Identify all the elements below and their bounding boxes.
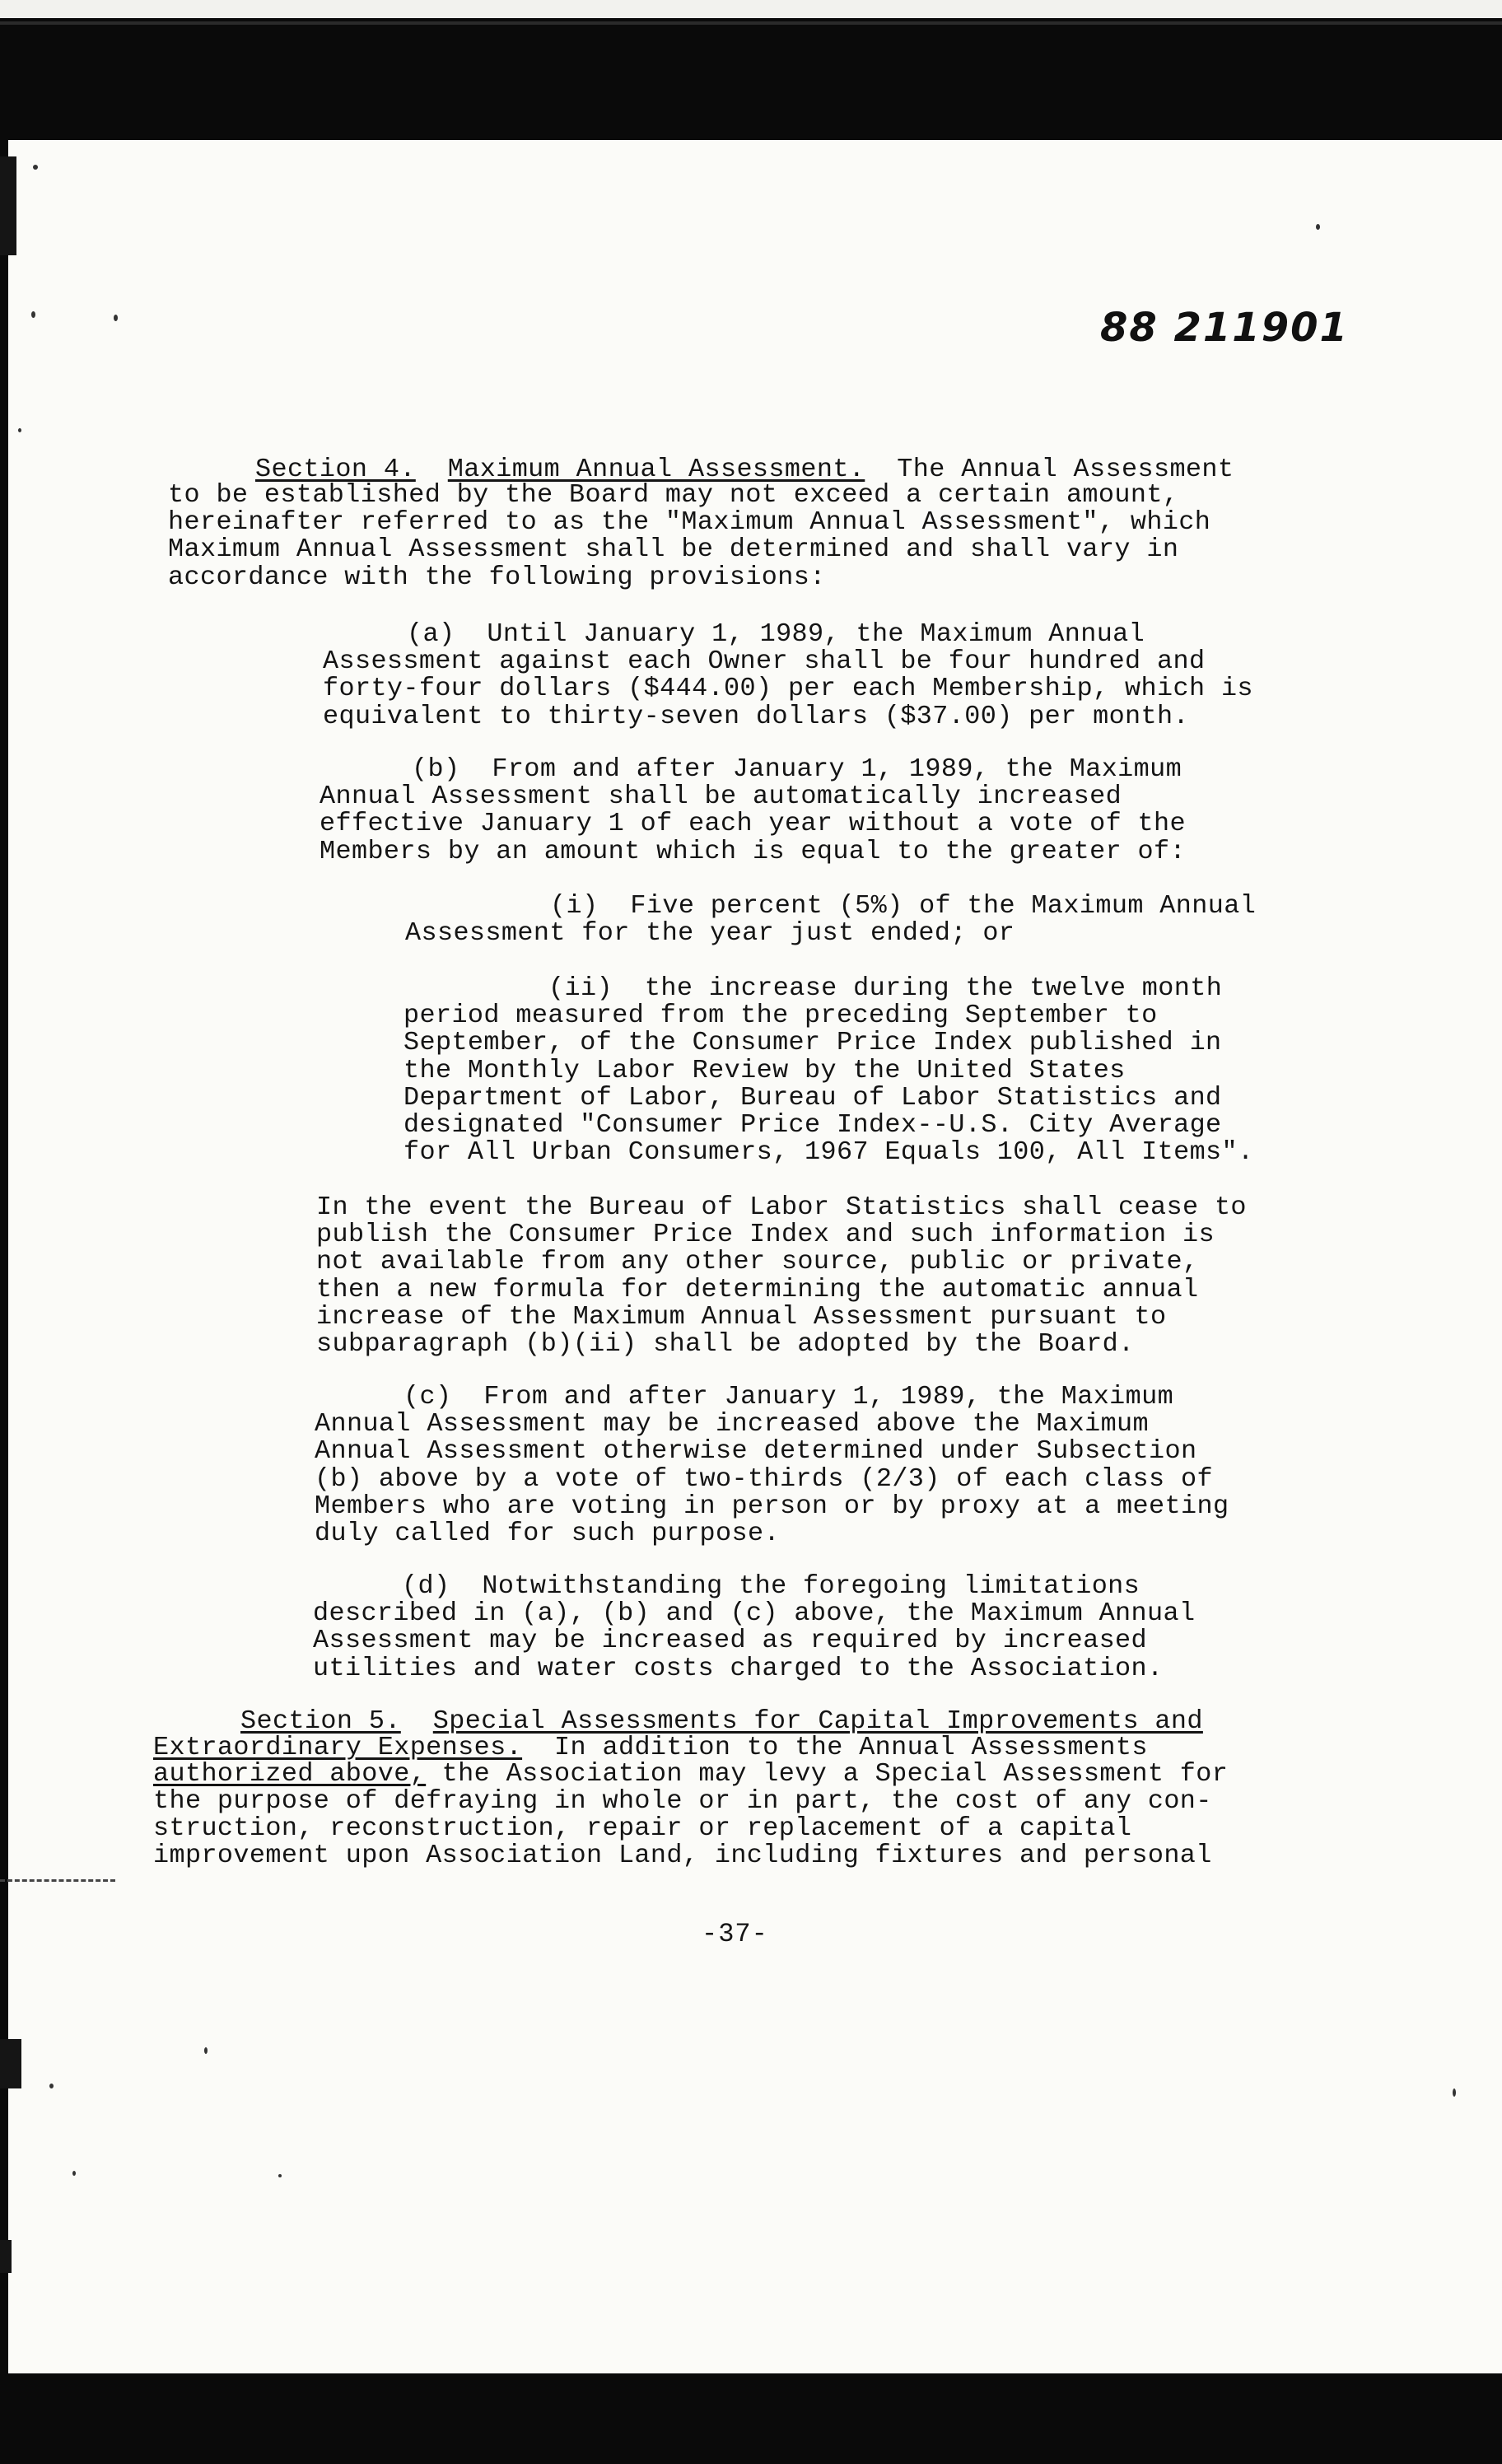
scan-speck	[278, 2174, 282, 2177]
document-number: 88 211901	[1100, 305, 1349, 351]
page-number: -37-	[702, 1919, 768, 1949]
text-line: hereinafter referred to as the "Maximum Annual Assessment", which	[168, 507, 1211, 538]
scan-left-mark	[0, 2240, 12, 2273]
text-line: Assessment against each Owner shall be four hundred and	[323, 646, 1206, 677]
text-line: equivalent to thirty-seven dollars ($37.00) per month.	[323, 701, 1189, 731]
section-5-heading	[240, 1708, 1203, 1735]
text-line: designated "Consumer Price Index--U.S. City Average	[403, 1110, 1222, 1141]
scan-speck	[1316, 224, 1320, 230]
section-5-line-3-rest: the Association may levy a Special Assessment for	[441, 1759, 1229, 1789]
text-line: the purpose of defraying in whole or in part, the cost of any con-	[153, 1786, 1212, 1816]
section-5-line-3	[153, 1761, 1228, 1788]
paragraph-event	[316, 1194, 1247, 1358]
text-line: utilities and water costs charged to the Association.	[313, 1653, 1164, 1683]
section-4-intro	[168, 482, 1210, 591]
section-4-title: Maximum Annual Assessment.	[447, 455, 865, 484]
section-5-title: Special Assessments for Capital Improvements and	[432, 1706, 1203, 1736]
text-line: not available from any other source, public or private,	[316, 1247, 1199, 1277]
text-line: (ii) the increase during the twelve month	[548, 973, 1223, 1003]
scan-speck	[31, 311, 35, 318]
text-line: duly called for such purpose.	[315, 1519, 780, 1549]
paragraph-b	[320, 756, 1186, 866]
text-line: increase of the Maximum Annual Assessment pursuant to	[316, 1301, 1167, 1332]
text-line: the Monthly Labor Review by the United States	[403, 1055, 1126, 1085]
text-line: Annual Assessment may be increased above the Maximum	[315, 1409, 1150, 1440]
paragraph-d	[313, 1573, 1195, 1682]
scan-dashes	[0, 1879, 115, 1882]
text-line: described in (a), (b) and (c) above, the Maximum Annual	[313, 1598, 1196, 1629]
scan-left-mark	[0, 2039, 21, 2088]
text-line: Annual Assessment shall be automatically increased	[320, 782, 1122, 812]
text-line: September, of the Consumer Price Index published in	[403, 1028, 1222, 1058]
text-line: Assessment for the year just ended; or	[405, 918, 1015, 949]
paragraph-b-ii	[403, 975, 1254, 1166]
section-4-number: Section 4.	[255, 455, 416, 484]
paragraph-b-i	[405, 893, 1256, 947]
text-line: (a) Until January 1, 1989, the Maximum Annual	[407, 619, 1145, 649]
section-5-body	[153, 1788, 1212, 1870]
text-line: (i) Five percent (5%) of the Maximum Annual	[550, 891, 1257, 921]
scan-speck	[204, 2047, 208, 2054]
section-5-line-2-rest: In addition to the Annual Assessments	[554, 1733, 1148, 1762]
scan-speck	[18, 428, 21, 432]
section-5-authorized-above: authorized above,	[153, 1759, 427, 1789]
text-line: Members who are voting in person or by proxy at a meeting	[315, 1491, 1229, 1521]
scan-top-edge	[0, 0, 1502, 18]
text-line: publish the Consumer Price Index and such information is	[316, 1220, 1215, 1250]
section-5-title-continued: Extraordinary Expenses.	[153, 1733, 523, 1762]
text-line: Department of Labor, Bureau of Labor Statistics and	[403, 1082, 1222, 1113]
scan-bottom-edge	[0, 2373, 1502, 2464]
text-line: (b) above by a vote of two-thirds (2/3) of each class of	[315, 1463, 1213, 1494]
paragraph-c	[315, 1384, 1229, 1547]
text-line: (d) Notwithstanding the foregoing limitations	[402, 1571, 1140, 1601]
section-5-line-2	[153, 1734, 1148, 1762]
text-line: then a new formula for determining the automatic annual	[316, 1274, 1199, 1304]
scan-speck	[1453, 2088, 1456, 2097]
text-line: to be established by the Board may not exceed a certain amount,	[168, 480, 1179, 510]
text-line: Maximum Annual Assessment shall be determined and shall vary in	[168, 534, 1179, 565]
scan-speck	[114, 315, 118, 321]
section-4-intro-first-line: The Annual Assessment	[897, 455, 1234, 484]
text-line: forty-four dollars ($444.00) per each Membership, which is	[323, 674, 1253, 704]
text-line: struction, reconstruction, repair or replacement of a capital	[153, 1813, 1132, 1844]
text-line: accordance with the following provisions:	[168, 562, 826, 592]
text-line: (b) From and after January 1, 1989, the Maximum	[412, 754, 1182, 784]
text-line: improvement upon Association Land, including fixtures and personal	[153, 1841, 1212, 1871]
text-line: (c) From and after January 1, 1989, the Maximum	[403, 1382, 1174, 1412]
text-line: Annual Assessment otherwise determined under Subsection	[315, 1436, 1197, 1467]
text-line: effective January 1 of each year without a vote of the	[320, 809, 1186, 839]
text-line: period measured from the preceding September to	[403, 1001, 1158, 1031]
scan-speck	[49, 2084, 54, 2088]
scan-speck	[72, 2171, 76, 2176]
text-line: Assessment may be increased as required by increased	[313, 1626, 1148, 1656]
text-line: for All Urban Consumers, 1967 Equals 100, All Items".	[403, 1137, 1254, 1168]
paragraph-a	[323, 621, 1253, 730]
text-line: subparagraph (b)(ii) shall be adopted by the Board.	[316, 1329, 1135, 1360]
scan-speck	[33, 165, 38, 170]
scan-top-line	[0, 21, 1502, 25]
section-5-number: Section 5.	[240, 1706, 401, 1736]
text-line: In the event the Bureau of Labor Statistics shall cease to	[316, 1192, 1247, 1222]
text-line: Members by an amount which is equal to the greater of:	[320, 836, 1186, 866]
scan-left-mark	[0, 156, 16, 255]
